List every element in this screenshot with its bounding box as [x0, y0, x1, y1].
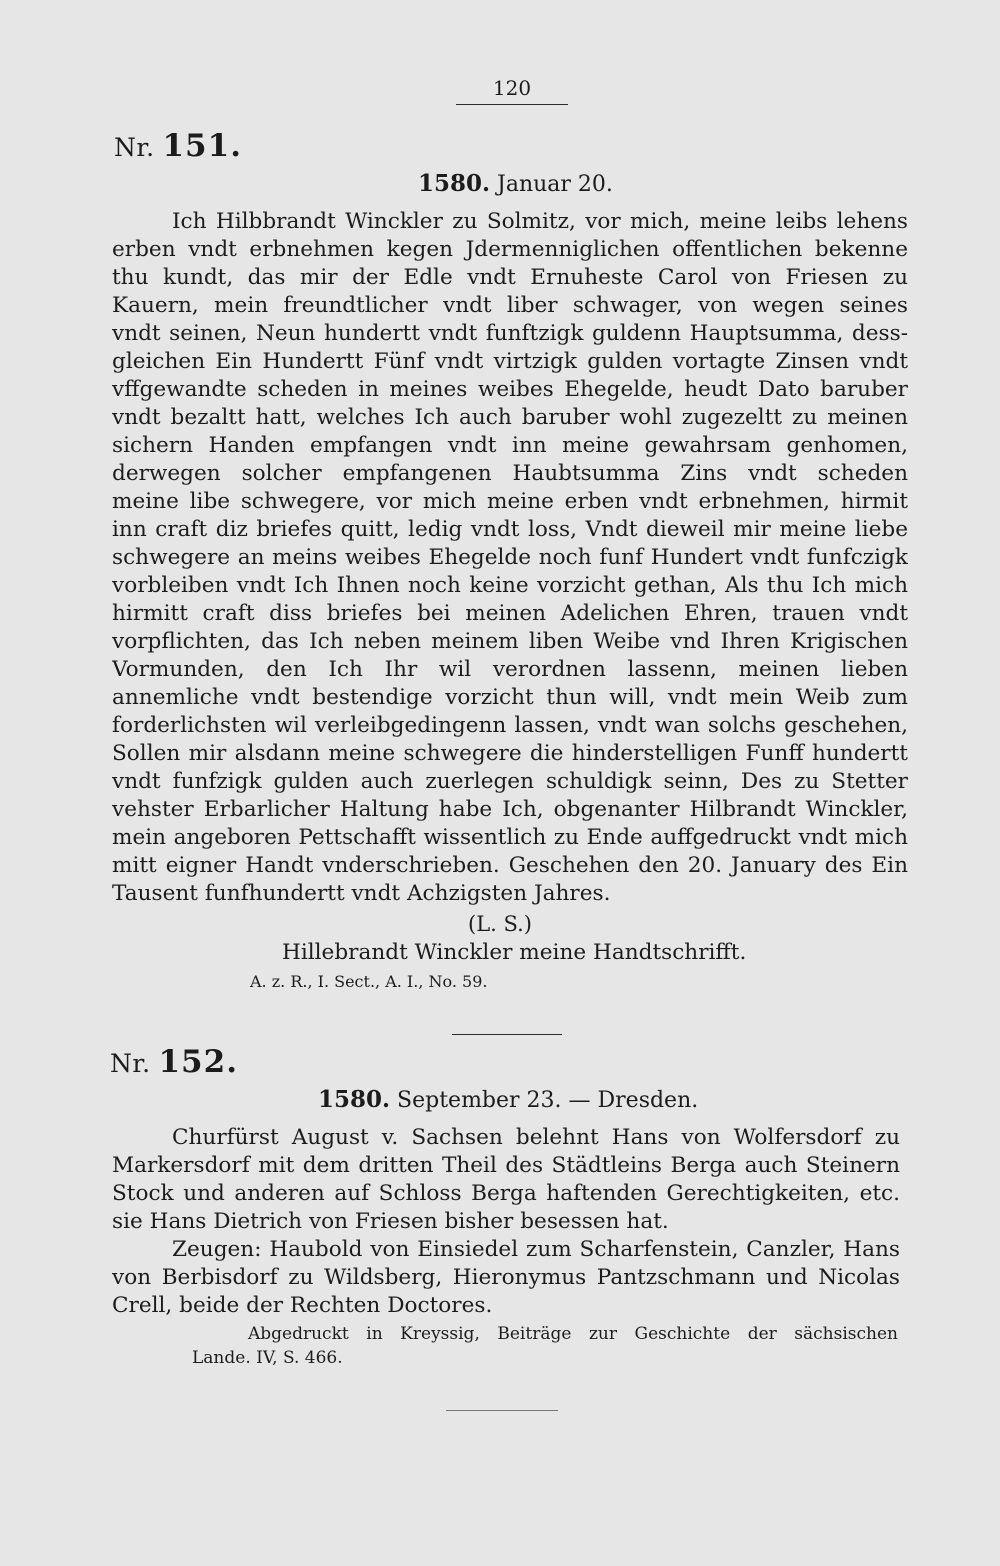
document-152-number [110, 1044, 238, 1080]
text-line: Vormunden, den Ich Ihr wil verordnen lassenn, meinen lieben [112, 657, 908, 682]
text-line: mein angeboren Pettschafft wissentlich zu Ende auffgedruckt vndt mich [112, 825, 908, 850]
text-line: meine libe schwegere, vor mich meine erben vndt erbnehmen, hirmit [112, 489, 908, 514]
source-reference: A. z. R., I. Sect., A. I., No. 59. [250, 972, 488, 991]
section-divider [452, 1034, 562, 1035]
text-line: Stock und anderen auf Schloss Berga haftenden Gerechtigkeiten, etc. [112, 1181, 900, 1206]
date-text: September 23. — Dresden. [397, 1088, 699, 1113]
text-line: vffgewandte scheden in meines weibes Ehegelde, heudt Dato baruber [112, 377, 908, 402]
source-reference [192, 1322, 898, 1370]
text-line: Churfürst August v. Sachsen belehnt Hans von Wolfersdorf zu [172, 1125, 900, 1150]
header-rule [456, 104, 568, 105]
text-line: vndt funfzigk gulden auch zuerlegen schuldigk seinn, Des zu Stetter [112, 769, 908, 794]
page-number: 120 [492, 76, 532, 100]
text-line: inn craft diz briefes quitt, ledig vndt loss, Vndt dieweil mir meine liebe [112, 517, 908, 542]
text-line: sie Hans Dietrich von Friesen bisher besessen hat. [112, 1209, 669, 1234]
date-year: 1580. [318, 1086, 391, 1113]
source-line: Abgedruckt in Kreyssig, Beiträge zur Geschichte der sächsischen [248, 1324, 898, 1344]
text-line: vehster Erbarlicher Haltung habe Ich, obgenanter Hilbrandt Winckler, [112, 797, 908, 822]
nr-label: Nr. [110, 1049, 151, 1078]
document-152-dateline [318, 1086, 698, 1113]
end-rule [446, 1410, 558, 1411]
nr-value: 152. [158, 1044, 238, 1080]
text-line: Markersdorf mit dem dritten Theil des Städtleins Berga auch Steinern [112, 1153, 900, 1178]
text-line: vorbleiben vndt Ich Ihnen noch keine vorzicht gethan, Als thu Ich mich [112, 573, 908, 598]
document-151-body [112, 208, 908, 908]
nr-value: 151. [162, 128, 242, 164]
text-line: erben vndt erbnehmen kegen Jdermenniglichen offentlichen bekenne [112, 237, 908, 262]
text-line: von Berbisdorf zu Wildsberg, Hieronymus Pantzschmann und Nicolas [112, 1265, 900, 1290]
text-line: vndt seinen, Neun hundertt vndt funftzigk guldenn Hauptsumma, dess- [112, 321, 908, 346]
source-line: Lande. IV, S. 466. [192, 1348, 343, 1368]
text-line: Crell, beide der Rechten Doctores. [112, 1293, 493, 1318]
text-line: hirmitt craft diss briefes bei meinen Adelichen Ehren, trauen vndt [112, 601, 908, 626]
document-151-number [114, 128, 242, 164]
document-151-dateline [418, 170, 613, 197]
text-line: vndt bezaltt hatt, welches Ich auch baruber wohl zugezeltt zu meinen [112, 405, 908, 430]
text-line: schwegere an meins weibes Ehegelde noch funf Hundert vndt funfczigk [112, 545, 908, 570]
text-line: Tausent funfhundertt vndt Achzigsten Jahres. [112, 881, 611, 906]
nr-label: Nr. [114, 133, 155, 162]
text-line: Ich Hilbbrandt Winckler zu Solmitz, vor mich, meine leibs lehens [172, 209, 908, 234]
text-line: mitt eigner Handt vnderschrieben. Geschehen den 20. January des Ein [112, 853, 908, 878]
text-line: Sollen mir alsdann meine schwegere die hinderstelligen Funff hundertt [112, 741, 908, 766]
text-line: Zeugen: Haubold von Einsiedel zum Scharfenstein, Canzler, Hans [172, 1237, 900, 1262]
date-year: 1580. [418, 170, 491, 197]
text-line: sichern Handen empfangen vndt inn meine gewahrsam genhomen, [112, 433, 908, 458]
text-line: Kauern, mein freundtlicher vndt liber schwager, von wegen seines [112, 293, 908, 318]
text-line: derwegen solcher empfangenen Haubtsumma Zins vndt scheden [112, 461, 908, 486]
document-152-body [112, 1124, 900, 1320]
text-line: thu kundt, das mir der Edle vndt Ernuheste Carol von Friesen zu [112, 265, 908, 290]
text-line: annemliche vndt bestendige vorzicht thun will, vndt mein Weib zum [112, 685, 908, 710]
text-line: vorpflichten, das Ich neben meinem liben Weibe vnd Ihren Krigischen [112, 629, 908, 654]
text-line: forderlichsten wil verleibgedingenn lassen, vndt wan solchs geschehen, [112, 713, 908, 738]
signature-line: Hillebrandt Winckler meine Handtschrifft. [282, 940, 747, 965]
date-text: Januar 20. [497, 172, 613, 197]
seal-mark: (L. S.) [468, 912, 532, 936]
text-line: gleichen Ein Hundertt Fünf vndt virtzigk gulden vortagte Zinsen vndt [112, 349, 908, 374]
